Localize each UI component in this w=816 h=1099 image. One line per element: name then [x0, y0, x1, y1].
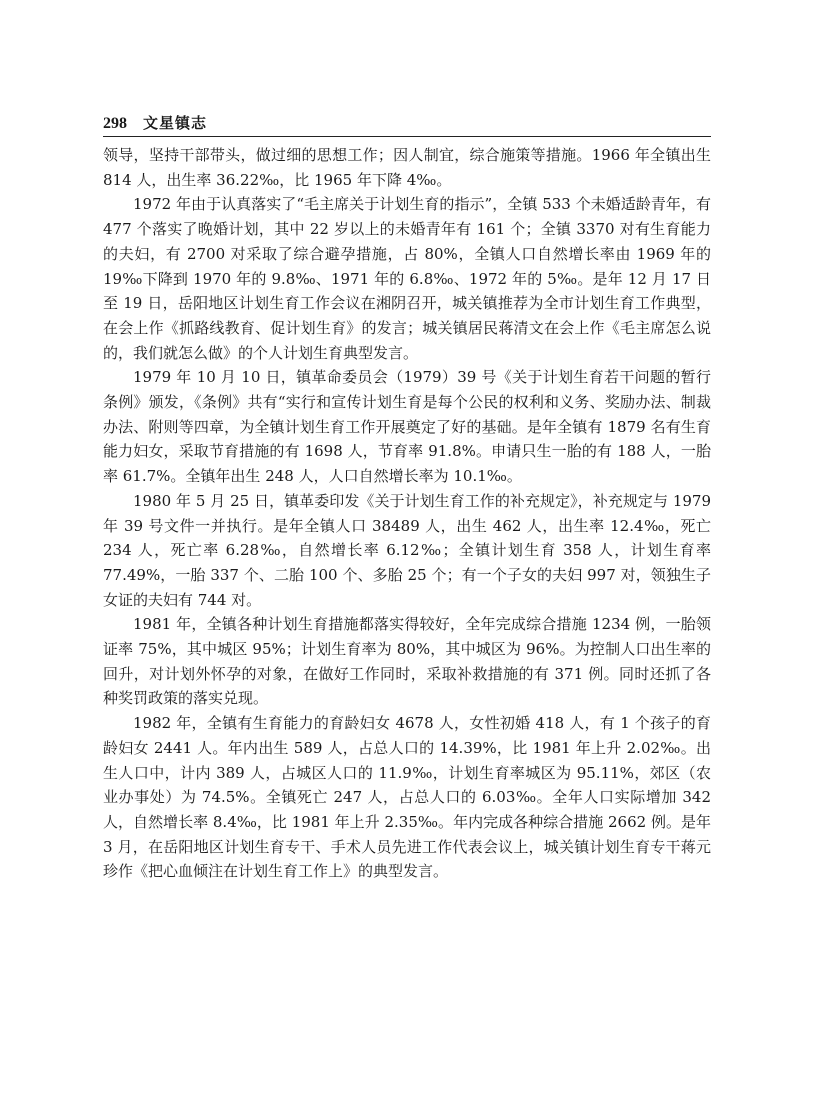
paragraph-1981: 1981 年，全镇各种计划生育措施都落实得较好，全年完成综合措施 1234 例，一胎领证率 75%，其中城区 95%；计划生育率为 80%，其中城区为 96%。为控制人口出生率的回升，对计划外怀孕的对象，在做好工作同时，采取补救措施的有 371 例。同时还抓了各种奖罚政策的落实兑现。: [103, 615, 711, 708]
page-number: 298: [103, 115, 127, 132]
running-header: [103, 112, 711, 137]
paragraph-1980: 1980 年 5 月 25 日，镇革委印发《关于计划生育工作的补充规定》，补充规定与 1979 年 39 号文件一并执行。是年全镇人口 38489 人，出生 462 人，出生率 12.4‰，死亡 234 人，死亡率 6.28‰，自然增长率 6.12‰；全镇计划生育 358 人，计划生育率 77.49%，一胎 337 个、二胎 100 个、多胎 25 个；有一个子女的夫妇 997 对，领独生子女证的夫妇有 744 对。: [103, 491, 711, 609]
paragraph-1982: 1982 年，全镇有生育能力的育龄妇女 4678 人，女性初婚 418 人，有 1 个孩子的育龄妇女 2441 人。年内出生 589 人，占总人口的 14.39%，比 1981 年上升 2.02‰。出生人口中，计内 389 人，占城区人口的 11.9‰，计划生育率城区为 95.11%，郊区（农业办事处）为 74.5%。全镇死亡 247 人，占总人口的 6.03‰。全年人口实际增加 342 人，自然增长率 8.4‰，比 1981 年上升 2.35‰。年内完成各种综合措施 2662 例。是年 3 月，在岳阳地区计划生育专干、手术人员先进工作代表会议上，城关镇计划生育专干蒋元珍作《把心血倾注在计划生育工作上》的典型发言。: [103, 714, 711, 881]
body-text: [103, 143, 711, 884]
book-page: [103, 112, 711, 884]
paragraph-1972: 1972 年由于认真落实了“毛主席关于计划生育的指示”，全镇 533 个未婚适龄青年，有 477 个落实了晚婚计划，其中 22 岁以上的未婚青年有 161 个；全镇 3370 对有生育能力的夫妇，有 2700 对采取了综合避孕措施，占 80%，全镇人口自然增长率由 1969 年的 19‰下降到 1970 年的 9.8‰、1971 年的 6.8‰、1972 年的 5‰。是年 12 月 17 日至 19 日，岳阳地区计划生育工作会议在湘阴召开，城关镇推荐为全市计划生育工作典型，在会上作《抓路线教育、促计划生育》的发言；城关镇居民蒋清文在会上作《毛主席怎么说的，我们就怎么做》的个人计划生育典型发言。: [103, 195, 711, 362]
paragraph-1979: 1979 年 10 月 10 日，镇革命委员会（1979）39 号《关于计划生育若干问题的暂行条例》颁发，《条例》共有“实行和宣传计划生育是每个公民的权利和义务、奖励办法、制裁办法、附则等四章，为全镇计划生育工作开展奠定了好的基础。是年全镇有 1879 名有生育能力妇女，采取节育措施的有 1698 人，节育率 91.8%。申请只生一胎的有 188 人，一胎率 61.7%。全镇年出生 248 人，人口自然增长率为 10.1‰。: [103, 368, 711, 486]
paragraph-continuation: 领导，坚持干部带头，做过细的思想工作；因人制宜，综合施策等措施。1966 年全镇出生 814 人，出生率 36.22‰，比 1965 年下降 4‰。: [103, 146, 711, 189]
book-title: 文星镇志: [143, 114, 208, 132]
